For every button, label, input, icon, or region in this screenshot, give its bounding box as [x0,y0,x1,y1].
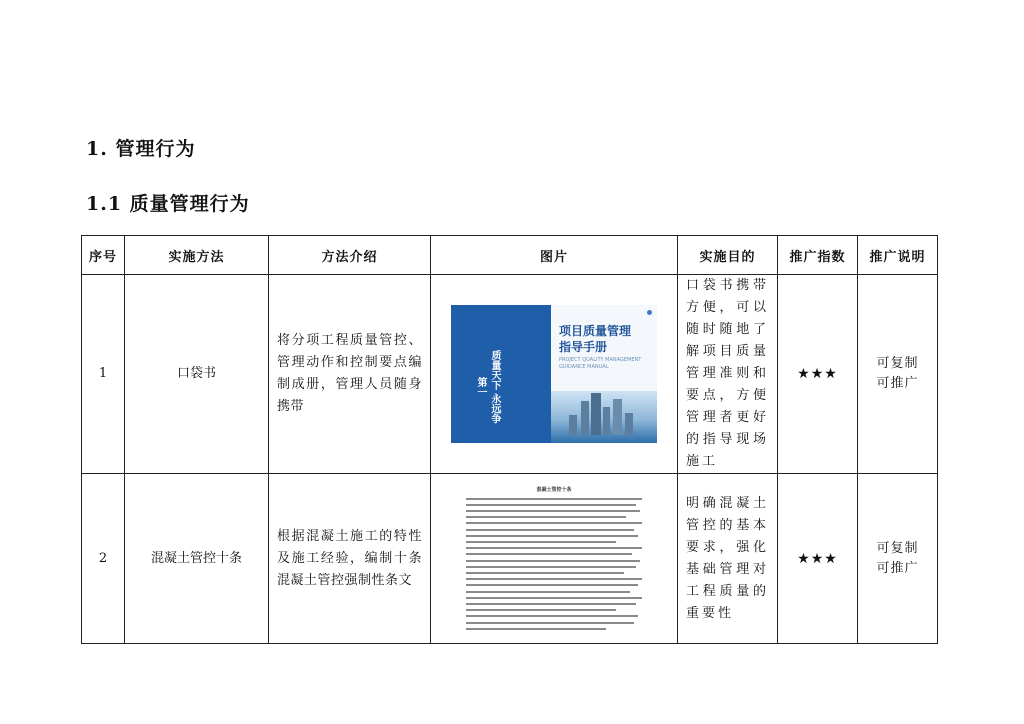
doc-text-line [466,628,606,630]
section-heading: 1. 管理行为 [86,138,196,160]
cover-subtitle: PROJECT QUALITY MANAGEMENT GUIDANCE MANUAL [559,357,642,370]
row-index: 2 [82,474,125,644]
doc-text-line [466,522,642,524]
city-skyline [551,391,657,443]
doc-title: 混凝土管控十条 [536,486,572,493]
doc-text-line [466,591,630,593]
doc-text-line [466,603,636,605]
doc-text-line [466,553,632,555]
header-note: 推广说明 [858,236,938,275]
practice-table [81,235,938,644]
doc-text-line [466,510,640,512]
header-goal: 实施目的 [678,236,778,275]
doc-text-line [466,516,626,518]
manual-cover-image [451,305,657,443]
subsection-heading: 1.1 质量管理行为 [86,193,250,215]
doc-text-line [466,498,642,500]
cover-title: 项目质量管理 指导手册 [559,324,632,354]
doc-text-line [466,578,642,580]
row-note: 可复制 可推广 [858,474,938,644]
doc-text-line [466,541,616,543]
row-method: 口袋书 [125,275,269,474]
document-thumbnail-image [454,480,654,638]
header-index: 序号 [82,236,125,275]
header-image: 图片 [431,236,678,275]
table-row [82,474,938,644]
doc-text-line [466,584,638,586]
doc-text-line [466,566,636,568]
table-header-row [82,236,938,275]
header-method: 实施方法 [125,236,269,275]
doc-text-line [466,529,634,531]
row-image-cell [431,474,678,644]
row-index: 1 [82,275,125,474]
doc-text-line [466,560,640,562]
doc-text-line [466,609,616,611]
rating-stars: ★★★ [778,474,858,644]
table-row [82,275,938,474]
doc-text-line [466,622,634,624]
row-method: 混凝土管控十条 [125,474,269,644]
doc-text-line [466,547,642,549]
header-stars: 推广指数 [778,236,858,275]
row-note: 可复制 可推广 [858,275,938,474]
row-intro: 根据混凝土施工的特性及施工经验，编制十条混凝土管控强制性条文 [269,474,431,644]
row-image-cell [431,275,678,474]
doc-text-line [466,615,638,617]
dot-icon [647,310,652,315]
row-goal: 明确混凝土管控的基本要求，强化基础管理对工程质量的重要性 [678,474,778,644]
doc-text-line [466,504,636,506]
doc-text-line [466,597,642,599]
doc-text-line [466,535,638,537]
rating-stars: ★★★ [778,275,858,474]
header-intro: 方法介绍 [269,236,431,275]
row-intro: 将分项工程质量管控、管理动作和控制要点编制成册，管理人员随身携带 [269,275,431,474]
cover-vertical-text: 质量天下 永远争第一 [475,350,500,424]
doc-text-line [466,572,624,574]
row-goal: 口袋书携带方便，可以随时随地了解项目质量管理准则和要点，方便管理者更好的指导现场施工 [678,275,778,474]
